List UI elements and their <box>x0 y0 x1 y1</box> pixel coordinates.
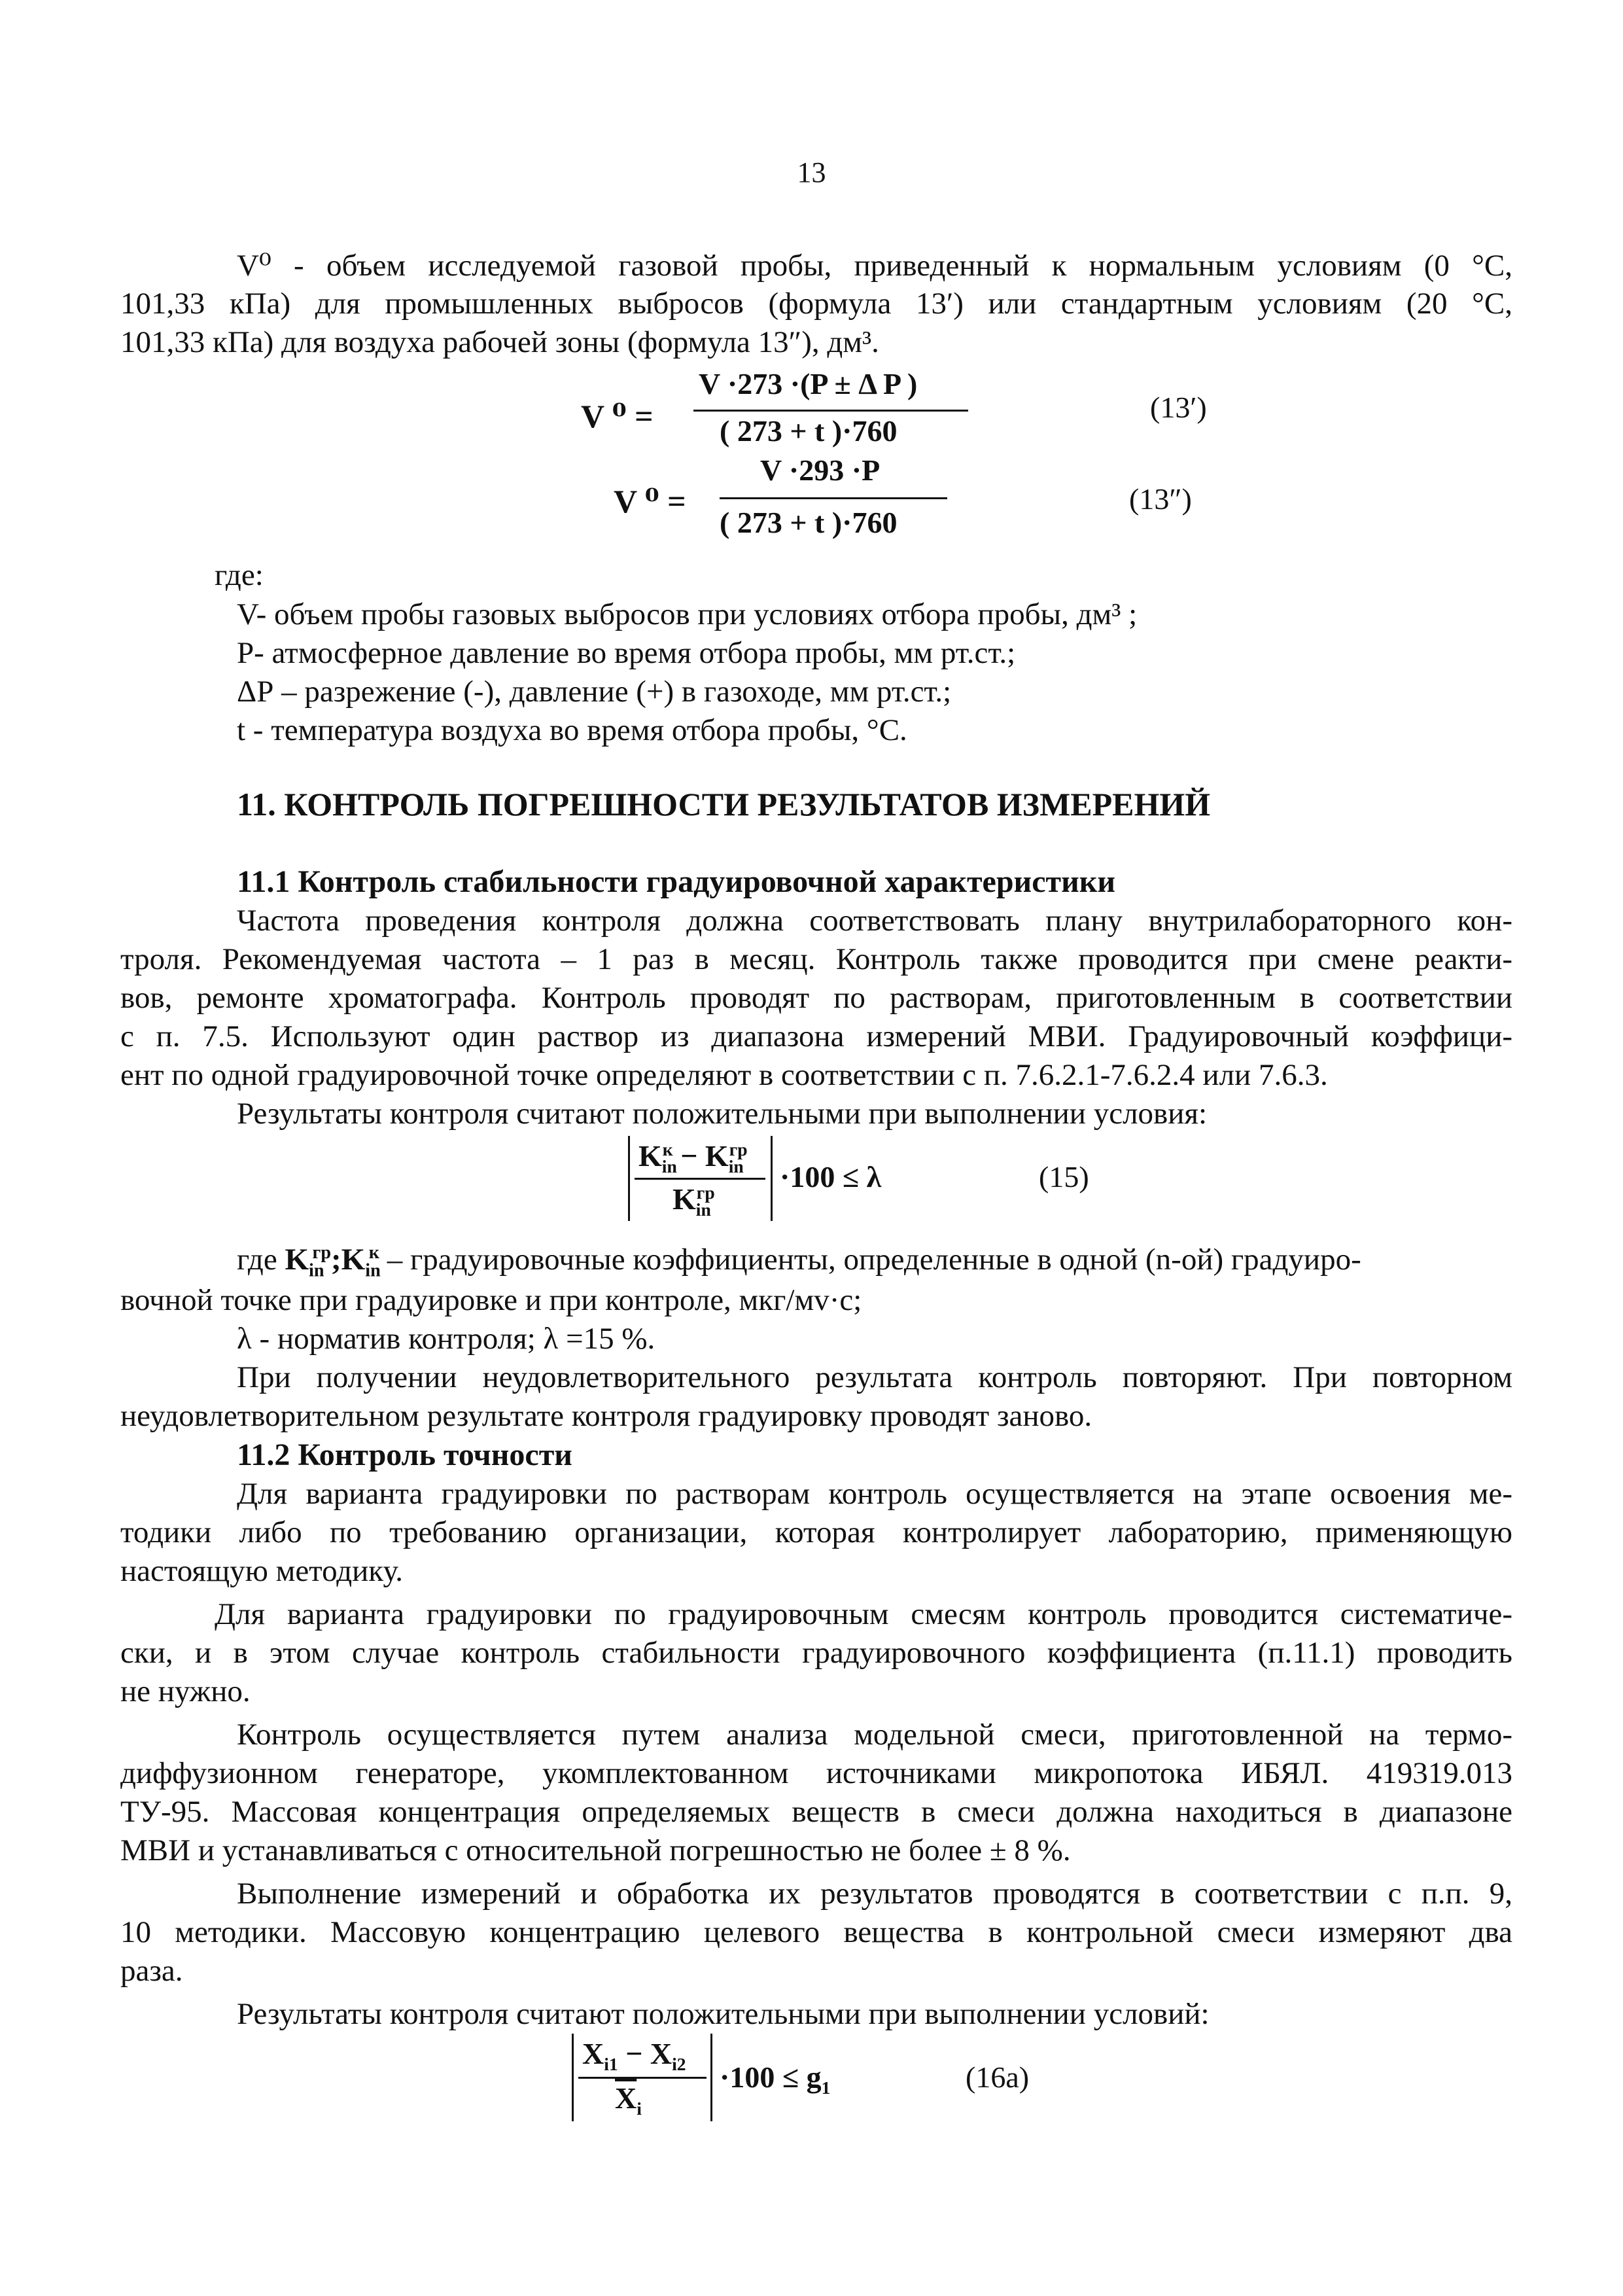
s112-line-2: тодики либо по требованию организации, которая контролирует лабораторию, применяющую <box>120 1515 1512 1549</box>
page-number: 13 <box>797 156 826 188</box>
s112-line-3: настоящую методику. <box>120 1554 404 1588</box>
section-11-heading: 11. КОНТРОЛЬ ПОГРЕШНОСТИ РЕЗУЛЬТАТОВ ИЗМЕРЕНИЙ <box>237 786 1211 822</box>
s112-line-11: Выполнение измерений и обработка их результатов проводятся в соответствии с п.п. 9, <box>237 1877 1512 1911</box>
formula-13b-lhs: V ⁰ = <box>614 483 686 520</box>
formula-13b-fraction-bar <box>720 497 947 499</box>
s112-line-14: Результаты контроля считают положительными при выполнении условий: <box>237 1997 1210 2031</box>
where-label: где: <box>215 558 264 592</box>
formula-15-denominator: $K_{in}^{гр}$ <box>672 1182 715 1220</box>
s112-line-10: МВИ и устанавливаться с относительной погрешностью не более ± 8 %. <box>120 1833 1071 1867</box>
formula-15-fraction-bar <box>635 1178 765 1180</box>
definition-p: Р- атмосферное давление во время отбора пробы, мм рт.ст.; <box>237 636 1016 670</box>
intro-line-1: V⁰ - объем исследуемой газовой пробы, приведенный к нормальным условиям (0 °С, <box>237 249 1512 283</box>
where15-line-3: λ - норматив контроля; λ =15 %. <box>237 1322 655 1356</box>
s111-line-5: ент по одной градуировочной точке определяют в соответствии с п. 7.6.2.1-7.6.2.4 или 7.6.3. <box>120 1058 1328 1092</box>
formula-13a-tag: (13′) <box>1150 391 1207 424</box>
formula-13a-denominator: ( 273 + t )·760 <box>720 414 898 448</box>
definition-dp: ΔР – разрежение (-), давление (+) в газоходе, мм рт.ст.; <box>237 675 952 709</box>
s112-line-7: Контроль осуществляется путем анализа модельной смеси, приготовленной на термо- <box>237 1718 1512 1752</box>
formula-16a-abs-right <box>710 2034 712 2121</box>
formula-15-abs-right <box>771 1136 773 1221</box>
s112-line-8: диффузионном генераторе, укомплектованном источниками микропотока ИБЯЛ. 419319.013 <box>120 1756 1512 1790</box>
where15-line-2: вочной точке при градуировке и при контроле, мкг/мv·с; <box>120 1283 862 1317</box>
s111-line-2: троля. Рекомендуемая частота – 1 раз в месяц. Контроль также проводится при смене реакти- <box>120 942 1512 976</box>
s112-line-13: раза. <box>120 1954 183 1988</box>
s112-line-1: Для варианта градуировки по растворам контроль осуществляется на этапе освоения ме- <box>237 1477 1512 1511</box>
s112-line-6: не нужно. <box>120 1674 251 1708</box>
formula-16a-fraction-bar <box>578 2077 707 2079</box>
formula-15-tail: ·100 ≤ λ <box>780 1160 882 1193</box>
s112-line-5: ски, и в этом случае контроль стабильности градуировочного коэффициента (п.11.1) проводить <box>120 1636 1512 1670</box>
formula-13a-fraction-bar <box>693 410 968 412</box>
formula-16a-tail: $\cdot 100 \le g_1$ <box>720 2060 831 2098</box>
s111-line-6: Результаты контроля считают положительными при выполнении условия: <box>237 1097 1208 1131</box>
formula-15-tag: (15) <box>1039 1160 1089 1193</box>
formula-13b-numerator: V ·293 ·P <box>760 453 881 487</box>
definition-v: V- объем пробы газовых выбросов при условиях отбора пробы, дм³ ; <box>237 597 1138 631</box>
intro-line-2: 101,33 кПа) для промышленных выбросов (формула 13′) или стандартным условиям (20 °С, <box>120 287 1512 321</box>
formula-16a-abs-left <box>572 2034 574 2121</box>
definition-t: t - температура воздуха во время отбора пробы, °С. <box>237 713 907 747</box>
s111-line-1: Частота проведения контроля должна соответствовать плану внутрилабораторного кон- <box>237 904 1512 938</box>
formula-13a-numerator: V ·273 ·(P ± Δ P ) <box>699 367 918 400</box>
intro-line-3: 101,33 кПа) для воздуха рабочей зоны (формула 13″), дм³. <box>120 325 879 359</box>
formula-13a-lhs: V ⁰ = <box>581 398 654 434</box>
s111-line-4: с п. 7.5. Используют один раствор из диапазона измерений МВИ. Градуировочный коэффици- <box>120 1019 1512 1053</box>
where15-line-4: При получении неудовлетворительного результата контроль повторяют. При повторном <box>237 1360 1512 1394</box>
formula-13b-denominator: ( 273 + t )·760 <box>720 506 898 539</box>
formula-16a-tag: (16а) <box>966 2060 1030 2094</box>
formula-16a-numerator: $X_{i1} - X_{i2}$ <box>582 2037 686 2075</box>
formula-16a-denominator: $\overline{X}_i$ <box>615 2081 642 2119</box>
formula-13b-tag: (13″) <box>1129 482 1192 516</box>
where15-line-5: неудовлетворительном результате контроля градуировку проводят заново. <box>120 1399 1092 1433</box>
section-11-1-title: 11.1 Контроль стабильности градуировочной характеристики <box>237 864 1116 899</box>
formula-15-numerator: $K_{in}^к - K_{in}^{гр}$ <box>638 1139 748 1177</box>
s112-line-4: Для варианта градуировки по градуировочным смесям контроль проводится систематиче- <box>215 1597 1512 1631</box>
section-11-2-title: 11.2 Контроль точности <box>237 1438 572 1472</box>
s111-line-3: вов, ремонте хроматографа. Контроль проводят по растворам, приготовленным в соответствии <box>120 981 1512 1015</box>
s112-line-9: ТУ-95. Массовая концентрация определяемых веществ в смеси должна находиться в диапазоне <box>120 1795 1512 1829</box>
formula-15-abs-left <box>628 1136 630 1221</box>
s112-line-12: 10 методики. Массовую концентрацию целевого вещества в контрольной смеси измеряют два <box>120 1915 1512 1949</box>
where15-line-1: где $K_{in}^{гр};K_{in}^к$ – градуировочные коэффициенты, определенные в одной (n-ой) градуиро- <box>237 1243 1361 1281</box>
